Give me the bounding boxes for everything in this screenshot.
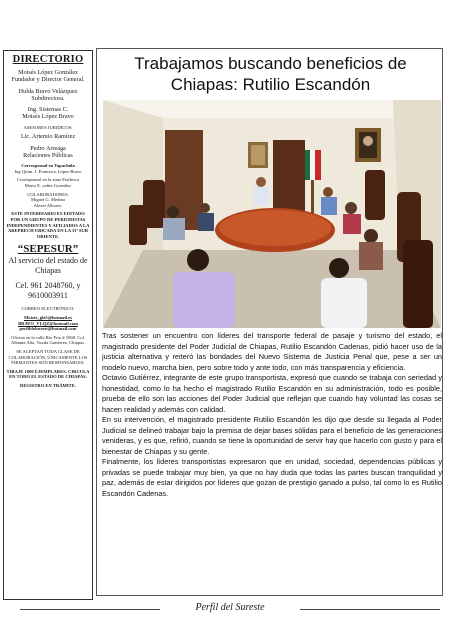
- legal-name: Lic. Artemio Ramírez: [20, 133, 76, 141]
- article-paragraph-1: Tras sostener un encuentro con líderes del transporte federal de pasaje y turismo del estado, el magistrado presidente del Poder Judicial de Chiapas, Rutilio Escandón Cadenas, pidió hacer uso de la justicia alternativa y reiteró las bondades del Nuevo Sistema de Justicia Penal que, pese a ser un modelo nuevo, marcha bien, pero sobre todo y ante todo, con más transparencia y eficiencia.: [102, 331, 442, 372]
- collaboration-note: SE ACEPTAN TODA CLASE DE COLABORACIÓN, ÚNICAMENTE LOS FIRMANTES SON RESPONSABLES.: [8, 348, 88, 366]
- collaborators-label: COLABORADORES:: [27, 191, 69, 197]
- tapachula-name: Ing Quím. J. Francisco López Bravo: [14, 168, 82, 174]
- tapachula-label: Corresponsal en Tapachula: [21, 163, 75, 169]
- directory-title: DIRECTORIO: [12, 54, 84, 65]
- phone-numbers: Cel. 961 2048760, y 9610003911: [15, 281, 81, 300]
- article-paragraph-3: En su intervención, el magistrado presidente Rutilio Escandón les dijo que desde su llegada al Poder Judicial se delineó trabajar bajo la premisa de dejar bases sólidas para el beneficio de las generaciones venideras, y es que, refirió, cuando se tiene la oportunidad de servir hay que hacerlo con gusto y para el bienestar de Chiapas y su gente.: [102, 415, 442, 456]
- page-footer: [20, 602, 440, 616]
- pr-name: Pedro Arreaga: [30, 144, 66, 152]
- headline-line-2: Chiapas: Rutilio Escandón: [170, 75, 371, 94]
- footer-rule-left: [20, 609, 160, 610]
- directory-sidebar: [3, 50, 93, 600]
- article-paragraph-2: Octavio Gutiérrez, integrante de este grupo transportista, expresó que cuando se trabaja con seriedad y honestidad, como lo ha hecho el magistrado Rutilio Escandón en su administración, todo es posible, prueba de ello son las acciones del Poder Judicial que reflejan que cuando hay voluntad las cosas se hacen realidad y además con calidad.: [102, 373, 442, 414]
- email-1[interactable]: Moisés_glz5@hotmail.es: [23, 314, 73, 320]
- headline-line-1: Trabajamos buscando beneficios de: [134, 54, 407, 73]
- frailesca-name: Mario E. yañes González: [24, 183, 72, 189]
- founder-name: Moisés López González: [18, 69, 78, 76]
- subdirector-role: Subdirectora.: [31, 94, 65, 102]
- founder-role: Fundador y Director General.: [11, 76, 85, 84]
- footer-rule-right: [300, 609, 440, 610]
- registry-status: REGISTRO EN TRÁMITE.: [20, 382, 76, 388]
- collaborator-1: Miguel G. Medina: [30, 197, 66, 203]
- email-3[interactable]: perfildelsurest@hotmail.com: [19, 326, 77, 332]
- publication-name: Perfil del Sureste: [195, 602, 265, 613]
- print-run: TIRAJE 1000 EJEMPLARES. CIRCULA EN TODO EL ESTADO DE CHIAPAS.: [6, 368, 90, 380]
- office-address: Oficina en la calle Rio Frio # 1068. Col. Albania Alta. Tuxtla Gutiérrez, Chiapas.: [10, 334, 86, 346]
- article-headline: [97, 53, 444, 95]
- email-label: CORREO ELECTRÓNICO:: [21, 306, 75, 312]
- systems-label: Ing. Sistemas C.: [27, 106, 69, 114]
- organization-tagline: Al servicio del estado de Chiapas: [8, 256, 88, 275]
- article-paragraph-4: Finalmente, los líderes transportistas expresaron que en unidad, sociedad, dependencias públicas y privadas se puede trabajar muy bien, ya que no hay duda que todas las partes buscan tranquilidad y paz, además de estar dirigidos por líderes que gozan de prestigio ganado a pulso, tal como lo es Rutilio Escandón Cadenas.: [102, 457, 442, 498]
- subdirector-name: Hulda Bravo Velázquez: [18, 87, 78, 95]
- frailesca-label: Corresponsal en la zona Frailesca: [17, 177, 79, 183]
- pr-role: Relaciones Públicas: [23, 151, 73, 159]
- organization-name: “SEPESUR”: [17, 243, 79, 256]
- publisher-statement: ESTE INTERDIARIO ES EDITADO POR UN GRUPO DE PERIODISTAS INDEPENDIENTES Y AFILIADOS A LA AREPRECH UBICADA EN LA 11ª SUR ORIENTE.: [6, 211, 90, 239]
- systems-name: Moisés López Bravo: [22, 113, 74, 121]
- meeting-photo: [103, 100, 441, 328]
- collaborator-2: Alexei Albores.: [33, 202, 63, 208]
- email-2[interactable]: BRAVO_VLQZ@hotmail.com: [18, 320, 78, 326]
- legal-label: ASESORES JURIDICOS:: [23, 124, 73, 130]
- article-body: [102, 331, 442, 499]
